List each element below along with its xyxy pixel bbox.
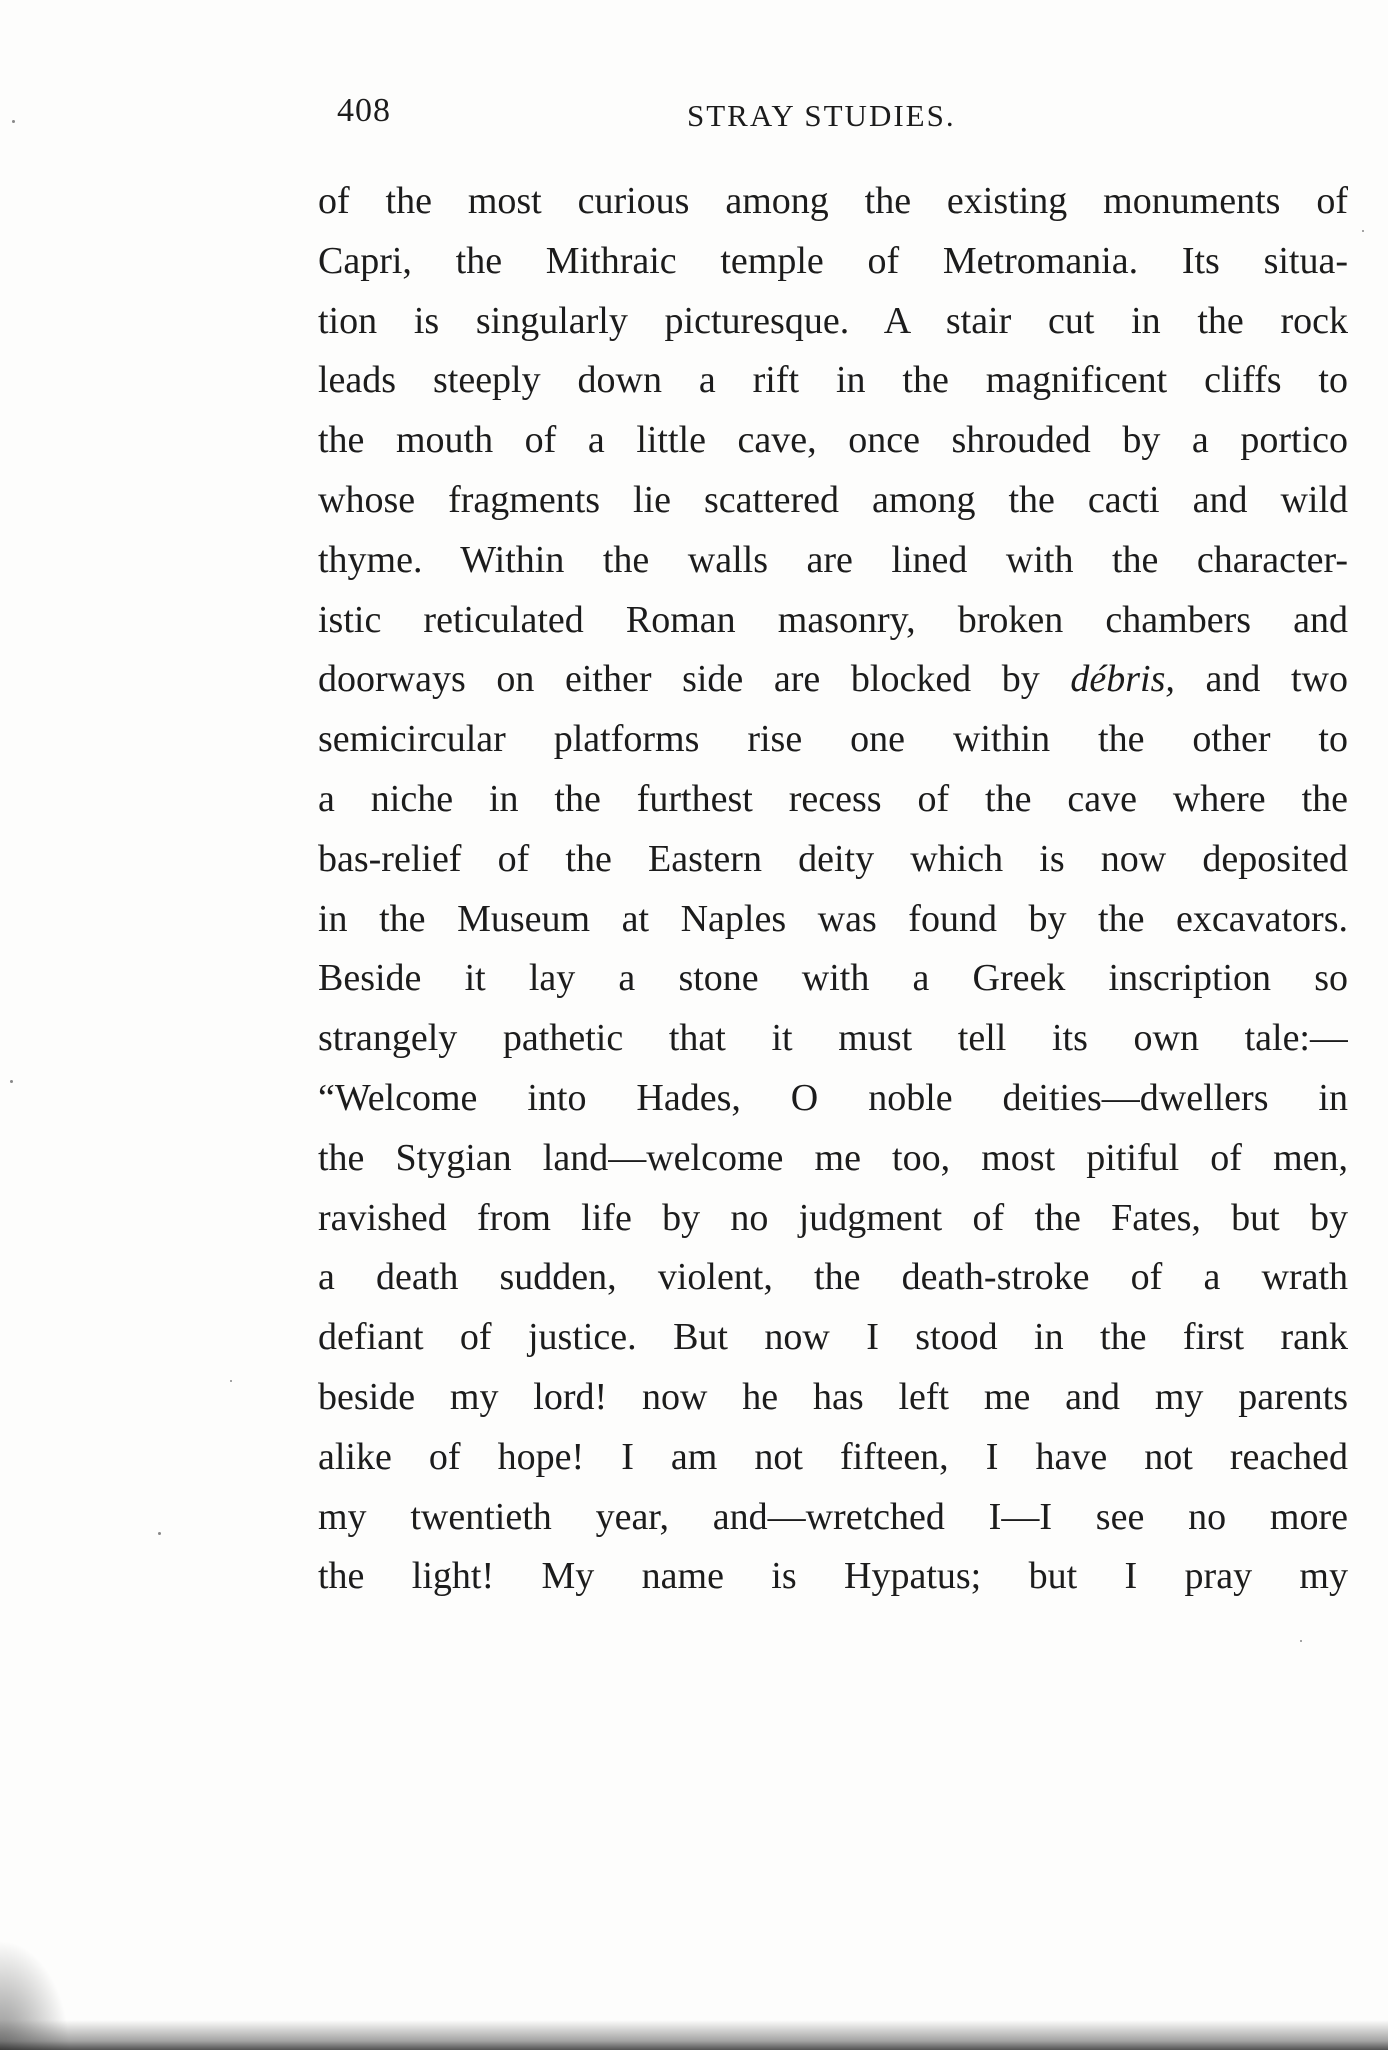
paper-speck [230, 1380, 232, 1382]
text-line: whose fragments lie scattered among the cacti and wild [318, 478, 1348, 521]
page-number: 408 [337, 92, 391, 129]
text-line: defiant of justice. But now I stood in the first rank [318, 1316, 1348, 1359]
running-title: STRAY STUDIES. [687, 98, 956, 133]
text-line: Beside it lay a stone with a Greek inscription so [318, 957, 1348, 1000]
text-line: istic reticulated Roman masonry, broken chambers and [318, 598, 1348, 641]
text-line: a death sudden, violent, the death-stroke of a wrath [318, 1256, 1348, 1299]
text-line: tion is singularly picturesque. A stair cut in the rock [318, 299, 1348, 342]
body-text [318, 172, 1348, 1607]
text-line-end: and two [1205, 658, 1348, 701]
text-line: in the Museum at Naples was found by the excavators. [318, 897, 1348, 940]
text-line [318, 650, 1348, 710]
text-line: the Stygian land—welcome me too, most pitiful of men, [318, 1136, 1348, 1179]
text-line: of the most curious among the existing monuments of [318, 180, 1348, 222]
text-line: thyme. Within the walls are lined with the character- [318, 538, 1348, 581]
text-line-start: doorways on either side are blocked by [318, 658, 1040, 701]
text-line: the mouth of a little cave, once shrouded by a portico [318, 419, 1348, 462]
text-line: alike of hope! I am not fifteen, I have not reached [318, 1435, 1348, 1478]
text-line: a niche in the furthest recess of the cave where the [318, 777, 1348, 820]
text-line: beside my lord! now he has left me and my parents [318, 1375, 1348, 1418]
text-line: leads steeply down a rift in the magnificent cliffs to [318, 359, 1348, 402]
paper-speck [1300, 1640, 1302, 1642]
text-line: semicircular platforms rise one within the other to [318, 718, 1348, 761]
text-line: Capri, the Mithraic temple of Metromania. Its situa- [318, 239, 1348, 282]
text-line: bas-relief of the Eastern deity which is now deposited [318, 837, 1348, 880]
text-line: “Welcome into Hades, O noble deities—dwellers in [318, 1076, 1348, 1119]
scan-edge-shadow [0, 2020, 1388, 2050]
paper-speck [1362, 230, 1364, 232]
italic-word: débris, [1070, 658, 1175, 701]
text-line: strangely pathetic that it must tell its own tale:— [318, 1017, 1348, 1060]
text-line: the light! My name is Hypatus; but I pray my [318, 1555, 1348, 1598]
paper-speck [158, 1532, 161, 1535]
text-line: ravished from life by no judgment of the Fates, but by [318, 1196, 1348, 1239]
paper-speck [10, 1080, 13, 1083]
paper-speck [12, 120, 15, 123]
running-head [337, 92, 1347, 142]
text-line: my twentieth year, and—wretched I—I see no more [318, 1495, 1348, 1538]
